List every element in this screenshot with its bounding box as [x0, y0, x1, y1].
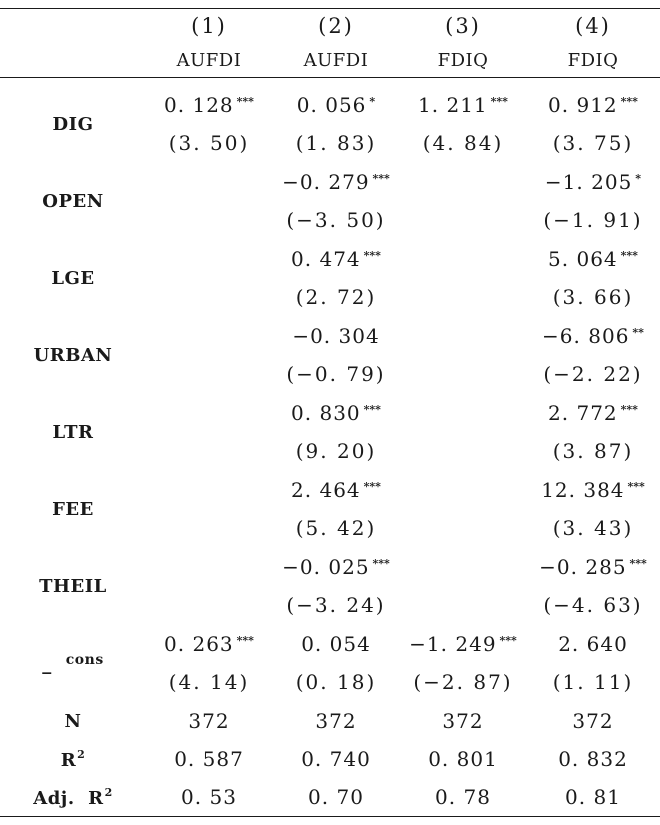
coefficient-cell	[400, 548, 526, 585]
coefficient-value: 1. 211	[418, 92, 488, 117]
coefficient-cell	[146, 317, 272, 354]
dependent-variable: AUFDI	[303, 49, 369, 71]
coefficient-cell	[526, 317, 660, 354]
t-statistic-cell	[400, 585, 526, 625]
summary-stat-row	[0, 702, 660, 740]
coefficient-cell	[526, 394, 660, 431]
coefficient-value: 0. 263	[164, 631, 234, 656]
t-statistic-cell: (5. 42)	[295, 516, 377, 540]
coefficient-value: 0. 128	[164, 92, 234, 117]
t-statistic-cell: (1. 11)	[552, 670, 634, 694]
column-number: (3)	[445, 14, 481, 38]
t-statistic-cell: (−3. 24)	[286, 593, 386, 617]
coefficient-value: 0. 056	[296, 92, 367, 117]
significance-stars: ***	[499, 633, 517, 647]
coefficient-value: 5. 064	[548, 246, 618, 271]
coefficient-cell	[400, 86, 526, 123]
coefficient-row	[0, 86, 660, 123]
coefficient-value: 0. 054	[301, 631, 371, 656]
coefficient-cell	[400, 625, 526, 662]
stat-label	[0, 740, 146, 778]
t-statistic-cell	[400, 508, 526, 548]
significance-stars: ***	[627, 479, 645, 493]
coefficient-row	[0, 394, 660, 431]
t-statistic-cell	[146, 585, 272, 625]
coefficient-value: −0. 285	[539, 554, 627, 579]
summary-stat-row	[0, 778, 660, 817]
t-statistic-cell: (3. 66)	[552, 285, 634, 309]
variable-label: URBAN	[33, 345, 113, 366]
significance-stars: *	[369, 94, 376, 108]
superscript-two: 2	[77, 747, 86, 761]
coefficient-row	[0, 240, 660, 277]
t-statistic-cell: (−4. 63)	[543, 593, 643, 617]
significance-stars: ***	[620, 94, 638, 108]
stat-value: 0. 740	[301, 747, 371, 771]
t-statistic-cell	[400, 200, 526, 240]
coefficient-cell	[400, 163, 526, 200]
coefficient-cell	[526, 471, 660, 508]
significance-stars: ***	[372, 556, 390, 570]
significance-stars: ***	[620, 402, 638, 416]
significance-stars: *	[635, 171, 642, 185]
t-statistic-cell	[400, 277, 526, 317]
t-statistic-cell: (2. 72)	[295, 285, 377, 309]
significance-stars: ***	[620, 248, 638, 262]
significance-stars: ***	[490, 94, 508, 108]
coefficient-cell	[526, 86, 660, 123]
coefficient-cell	[272, 317, 400, 354]
coefficient-value: 0. 474	[291, 246, 361, 271]
coefficient-cell	[272, 548, 400, 585]
coefficient-value: 12. 384	[541, 477, 625, 502]
t-statistic-cell	[146, 354, 272, 394]
variable-label: OPEN	[42, 191, 104, 212]
coefficient-cell	[272, 394, 400, 431]
t-statistic-cell: (−2. 87)	[413, 670, 513, 694]
coefficient-value: −0. 279	[282, 169, 370, 194]
significance-stars: ***	[236, 633, 254, 647]
stat-value: 0. 81	[565, 785, 621, 809]
t-statistic-cell: (0. 18)	[295, 670, 377, 694]
coefficient-row	[0, 625, 660, 662]
t-statistic-cell: (1. 83)	[295, 131, 377, 155]
stat-value: 0. 70	[308, 785, 364, 809]
stat-value: 372	[572, 709, 614, 733]
stat-label	[0, 702, 146, 740]
coefficient-cell	[400, 317, 526, 354]
t-statistic-cell: (−0. 79)	[286, 362, 386, 386]
coefficient-value: −6. 806	[542, 323, 630, 348]
cons-text: cons	[65, 652, 104, 668]
coefficient-row	[0, 317, 660, 354]
variable-label: FEE	[52, 499, 94, 520]
coefficient-cell	[146, 548, 272, 585]
coefficient-cell	[146, 240, 272, 277]
header-blank-cell	[0, 43, 146, 78]
stat-value: 372	[315, 709, 357, 733]
significance-stars: ***	[363, 248, 381, 262]
coefficient-value: −1. 205	[544, 169, 633, 194]
cons-underscore: _	[42, 654, 52, 675]
coefficient-cell	[400, 394, 526, 431]
t-statistic-cell	[146, 200, 272, 240]
dependent-variable-row	[0, 43, 660, 78]
stat-value: 372	[188, 709, 230, 733]
variable-label: LTR	[52, 422, 94, 443]
coefficient-cell	[146, 86, 272, 123]
superscript-two: 2	[104, 785, 113, 799]
dependent-variable: AUFDI	[176, 49, 242, 71]
stat-value: 0. 832	[558, 747, 628, 771]
t-statistic-cell	[400, 431, 526, 471]
coefficient-row	[0, 163, 660, 200]
coefficient-cell	[526, 240, 660, 277]
significance-stars: ***	[629, 556, 647, 570]
coefficient-cell	[272, 240, 400, 277]
coefficient-value: −0. 025	[282, 554, 370, 579]
regression-table	[0, 8, 660, 817]
significance-stars: ***	[363, 402, 381, 416]
coefficient-cell	[272, 163, 400, 200]
coefficient-value: −0. 304	[292, 323, 380, 348]
t-statistic-cell: (3. 75)	[552, 131, 634, 155]
coefficient-cell	[272, 471, 400, 508]
stat-label-text: R	[60, 749, 77, 771]
dependent-variable: FDIQ	[567, 49, 619, 71]
t-statistic-cell: (−3. 50)	[286, 208, 386, 232]
significance-stars: **	[632, 325, 644, 339]
column-number-row	[0, 9, 660, 44]
coefficient-cell	[526, 625, 660, 662]
coefficient-cell	[526, 548, 660, 585]
stat-label	[0, 778, 146, 817]
coefficient-value: 2. 464	[291, 477, 361, 502]
t-statistic-cell: (3. 43)	[552, 516, 634, 540]
t-statistic-cell: (3. 50)	[168, 131, 250, 155]
stat-value: 0. 587	[174, 747, 244, 771]
variable-label: LGE	[51, 268, 95, 289]
variable-label: DIG	[52, 114, 94, 135]
significance-stars: ***	[372, 171, 390, 185]
coefficient-value: 2. 772	[548, 400, 618, 425]
coefficient-cell	[272, 625, 400, 662]
significance-stars: ***	[236, 94, 254, 108]
coefficient-cell	[146, 625, 272, 662]
coefficient-cell	[146, 471, 272, 508]
t-statistic-cell: (−1. 91)	[543, 208, 643, 232]
stat-value: 0. 78	[435, 785, 491, 809]
t-statistic-cell: (−2. 22)	[543, 362, 643, 386]
coefficient-row	[0, 471, 660, 508]
coefficient-value: −1. 249	[409, 631, 497, 656]
variable-label: THEIL	[39, 576, 107, 597]
stat-value: 372	[442, 709, 484, 733]
stat-value: 0. 53	[181, 785, 237, 809]
t-statistic-cell: (4. 84)	[422, 131, 504, 155]
column-number: (2)	[318, 14, 354, 38]
coefficient-cell	[146, 394, 272, 431]
coefficient-cell	[146, 163, 272, 200]
coefficient-cell	[400, 471, 526, 508]
dependent-variable: FDIQ	[437, 49, 489, 71]
t-statistic-cell	[146, 277, 272, 317]
significance-stars: ***	[363, 479, 381, 493]
column-number: (1)	[191, 14, 227, 38]
header-blank-cell	[0, 9, 146, 44]
column-number: (4)	[575, 14, 611, 38]
coefficient-cell	[272, 86, 400, 123]
stat-label-text: Adj. R	[33, 787, 104, 809]
stat-value: 0. 801	[428, 747, 498, 771]
t-statistic-cell: (4. 14)	[168, 670, 250, 694]
t-statistic-cell	[146, 431, 272, 471]
t-statistic-cell	[400, 354, 526, 394]
coefficient-row	[0, 548, 660, 585]
header-spacer	[0, 78, 660, 87]
t-statistic-cell: (3. 87)	[552, 439, 634, 463]
coefficient-value: 0. 912	[548, 92, 618, 117]
coefficient-cell	[400, 240, 526, 277]
stat-label-text: N	[64, 710, 82, 732]
coefficient-value: 2. 640	[558, 631, 628, 656]
t-statistic-cell	[146, 508, 272, 548]
summary-stat-row	[0, 740, 660, 778]
coefficient-cell	[526, 163, 660, 200]
t-statistic-cell: (9. 20)	[295, 439, 377, 463]
coefficient-value: 0. 830	[291, 400, 361, 425]
variable-label	[0, 625, 146, 702]
